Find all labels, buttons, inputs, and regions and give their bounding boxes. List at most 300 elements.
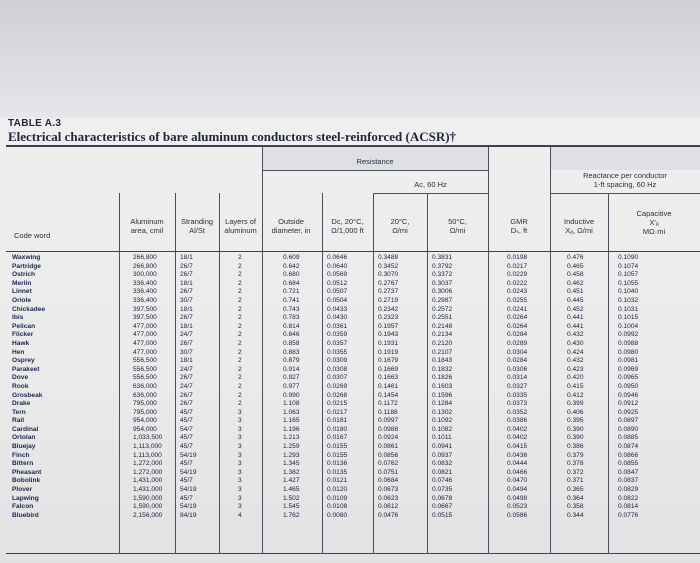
header-stranding-line1: Stranding xyxy=(180,217,214,226)
cell-stranding: 45/7 xyxy=(180,477,193,485)
cell-dc20: 0.0109 xyxy=(327,494,348,502)
cell-capacitive: 0.0837 xyxy=(618,477,639,485)
cell-gmr: 0.0470 xyxy=(507,477,528,485)
col-rule-5 xyxy=(322,193,323,554)
cell-code-word: Hen xyxy=(12,348,25,356)
cell-layers: 3 xyxy=(238,434,242,442)
cell-inductive: 0.406 xyxy=(567,408,584,416)
cell-inductive: 0.451 xyxy=(567,288,584,296)
cell-layers: 3 xyxy=(238,417,242,425)
cell-diameter: 1.165 xyxy=(283,417,300,425)
cell-ac20: 0.1454 xyxy=(378,391,399,399)
cell-inductive: 0.462 xyxy=(567,279,584,287)
cell-dc20: 0.0268 xyxy=(327,391,348,399)
cell-gmr: 0.0264 xyxy=(507,322,528,330)
cell-gmr: 0.0386 xyxy=(507,417,528,425)
cell-diameter: 0.783 xyxy=(283,314,300,322)
cell-capacitive: 0.0946 xyxy=(618,391,639,399)
cell-code-word: Bluejay xyxy=(12,443,36,451)
cell-ac50: 0.3831 xyxy=(432,254,453,261)
cell-code-word: Dove xyxy=(12,374,29,382)
cell-gmr: 0.0436 xyxy=(507,451,528,459)
col-rule-10 xyxy=(608,193,609,554)
cell-gmr: 0.0415 xyxy=(507,443,528,451)
cell-capacitive: 0.0980 xyxy=(618,348,639,356)
cell-ac20: 0.1919 xyxy=(378,348,399,356)
cell-inductive: 0.415 xyxy=(567,382,584,390)
cell-inductive: 0.358 xyxy=(567,503,584,511)
cell-area: 397,500 xyxy=(133,314,157,322)
cell-area: 477,000 xyxy=(133,322,157,330)
cell-inductive: 0.441 xyxy=(567,314,584,322)
cell-capacitive: 0.1040 xyxy=(618,288,639,296)
cell-layers: 3 xyxy=(238,443,242,451)
cell-diameter: 0.927 xyxy=(283,374,300,382)
cell-stranding: 18/1 xyxy=(180,305,193,313)
cell-dc20: 0.0108 xyxy=(327,503,348,511)
cell-area: 397,500 xyxy=(133,305,157,313)
cell-code-word: Bluebird xyxy=(12,511,39,519)
cell-code-word: Ibis xyxy=(12,314,24,322)
reactance-band xyxy=(550,147,700,170)
cell-ac20: 0.0476 xyxy=(378,511,399,519)
cell-capacitive: 0.0969 xyxy=(618,365,639,373)
cell-diameter: 1.108 xyxy=(283,400,300,408)
cell-diameter: 0.609 xyxy=(283,254,300,261)
cell-gmr: 0.0304 xyxy=(507,348,528,356)
cell-stranding: 54/7 xyxy=(180,425,193,433)
cell-dc20: 0.0135 xyxy=(327,468,348,476)
column-code-word xyxy=(12,254,45,520)
column-layers xyxy=(238,254,242,520)
cell-ac50: 0.1302 xyxy=(432,408,453,416)
cell-inductive: 0.390 xyxy=(567,434,584,442)
cell-ac50: 0.1082 xyxy=(432,425,453,433)
cell-layers: 2 xyxy=(238,382,242,390)
cell-area: 1,113,000 xyxy=(133,443,162,451)
column-capacitive xyxy=(618,254,638,520)
col-rule-6 xyxy=(373,193,374,554)
cell-code-word: Rook xyxy=(12,382,29,390)
cell-diameter: 0.977 xyxy=(283,382,300,390)
cell-dc20: 0.0359 xyxy=(327,331,348,339)
cell-dc20: 0.0308 xyxy=(327,365,348,373)
cell-ac50: 0.0667 xyxy=(432,503,453,511)
cell-area: 477,000 xyxy=(133,339,157,347)
reactance-header-line1: Reactance per conductor xyxy=(583,171,667,180)
cell-diameter: 0.741 xyxy=(283,296,300,304)
cell-ac20: 0.0623 xyxy=(378,494,399,502)
header-layers-line2: aluminum xyxy=(224,226,257,235)
ac60-header: Ac, 60 Hz xyxy=(414,180,447,189)
cell-code-word: Plover xyxy=(12,486,33,494)
cell-inductive: 0.379 xyxy=(567,451,584,459)
cell-ac50: 0.0678 xyxy=(432,494,453,502)
cell-code-word: Osprey xyxy=(12,357,35,365)
cell-dc20: 0.0136 xyxy=(327,460,348,468)
cell-inductive: 0.420 xyxy=(567,374,584,382)
cell-inductive: 0.432 xyxy=(567,331,584,339)
cell-gmr: 0.0264 xyxy=(507,314,528,322)
cell-capacitive: 0.0814 xyxy=(618,503,639,511)
cell-ac20: 0.1188 xyxy=(378,408,398,416)
cell-area: 636,000 xyxy=(133,391,157,399)
cell-diameter: 1.063 xyxy=(283,408,300,416)
header-stranding-line2: Al/St xyxy=(189,226,205,235)
cell-stranding: 26/7 xyxy=(180,262,193,270)
cell-gmr: 0.0352 xyxy=(507,408,528,416)
cell-layers: 2 xyxy=(238,322,242,330)
cell-diameter: 0.914 xyxy=(283,365,300,373)
cell-gmr: 0.0222 xyxy=(507,279,528,287)
cell-diameter: 1.259 xyxy=(283,443,300,451)
cell-stranding: 45/7 xyxy=(180,494,193,502)
cell-ac20: 0.2719 xyxy=(378,296,399,304)
cell-layers: 3 xyxy=(238,460,242,468)
cell-ac20: 0.2342 xyxy=(378,305,399,313)
cell-code-word: Ostrich xyxy=(12,271,36,279)
cell-code-word: Pelican xyxy=(12,322,36,330)
cell-area: 556,500 xyxy=(133,374,157,382)
cell-ac20: 0.0924 xyxy=(378,434,399,442)
cell-capacitive: 0.0855 xyxy=(618,460,639,468)
cell-stranding: 26/7 xyxy=(180,374,193,382)
cell-layers: 2 xyxy=(238,374,242,382)
cell-inductive: 0.365 xyxy=(567,486,584,494)
cell-ac20: 0.0673 xyxy=(378,486,399,494)
cell-area: 300,000 xyxy=(133,271,157,279)
cell-diameter: 1.502 xyxy=(283,494,300,502)
cell-layers: 4 xyxy=(238,511,242,519)
cell-gmr: 0.0498 xyxy=(507,494,528,502)
header-inductive-line2: Xₐ, Ω/mi xyxy=(565,226,593,235)
cell-ac20: 0.1172 xyxy=(378,400,398,408)
cell-ac20: 0.0684 xyxy=(378,477,399,485)
cell-ac20: 0.0861 xyxy=(378,443,399,451)
blurred-background xyxy=(0,0,700,118)
cell-layers: 3 xyxy=(238,408,242,416)
cell-ac50: 0.3372 xyxy=(432,271,453,279)
cell-layers: 2 xyxy=(238,314,242,322)
cell-stranding: 18/1 xyxy=(180,357,193,365)
cell-layers: 2 xyxy=(238,271,242,279)
cell-stranding: 26/7 xyxy=(180,391,193,399)
cell-area: 1,272,000 xyxy=(133,460,163,468)
table-bottom-rule xyxy=(6,553,700,554)
header-area-line1: Aluminum xyxy=(130,217,164,226)
cell-capacitive: 0.0950 xyxy=(618,382,639,390)
cell-stranding: 18/1 xyxy=(180,279,193,287)
cell-layers: 2 xyxy=(238,254,242,261)
cell-dc20: 0.0309 xyxy=(327,357,348,365)
cell-inductive: 0.372 xyxy=(567,468,584,476)
header-inductive-line1: Inductive xyxy=(563,217,595,226)
cell-area: 1,033,500 xyxy=(133,434,163,442)
cell-inductive: 0.424 xyxy=(567,348,584,356)
cell-dc20: 0.0361 xyxy=(327,322,348,330)
cell-code-word: Pheasant xyxy=(12,468,42,476)
cell-capacitive: 0.0912 xyxy=(618,400,639,408)
cell-capacitive: 0.0829 xyxy=(618,486,639,494)
cell-gmr: 0.0217 xyxy=(507,262,528,270)
cell-area: 266,800 xyxy=(133,262,157,270)
cell-code-word: Finch xyxy=(12,451,30,459)
cell-stranding: 26/7 xyxy=(180,400,193,408)
cell-stranding: 24/7 xyxy=(180,365,193,373)
cell-layers: 3 xyxy=(238,451,242,459)
cell-stranding: 18/1 xyxy=(180,322,193,330)
cell-ac20: 0.0988 xyxy=(378,425,399,433)
cell-area: 336,400 xyxy=(133,296,157,304)
cell-gmr: 0.0255 xyxy=(507,296,528,304)
cell-ac20: 0.1663 xyxy=(378,374,399,382)
cell-stranding: 54/19 xyxy=(180,503,197,511)
cell-ac20: 0.0997 xyxy=(378,417,399,425)
cell-diameter: 0.879 xyxy=(283,357,300,365)
col-rule-3 xyxy=(219,193,220,554)
header-layers-line1: Layers of xyxy=(225,217,256,226)
resistance-header: Resistance xyxy=(356,157,394,166)
cell-stranding: 84/19 xyxy=(180,511,197,519)
cell-stranding: 45/7 xyxy=(180,434,193,442)
cell-diameter: 0.846 xyxy=(283,331,300,339)
header-capacitive-line2: X′ₐ xyxy=(649,218,659,227)
cell-ac20: 0.0751 xyxy=(378,468,399,476)
cell-ac50: 0.3792 xyxy=(432,262,453,270)
col-rule-8 xyxy=(488,147,489,554)
cell-layers: 3 xyxy=(238,425,242,433)
cell-area: 2,156,000 xyxy=(133,511,163,519)
cell-code-word: Waxwing xyxy=(12,254,41,261)
cell-capacitive: 0.1090 xyxy=(618,254,639,261)
cell-stranding: 45/7 xyxy=(180,443,193,451)
cell-diameter: 0.858 xyxy=(283,339,300,347)
cell-area: 1,431,000 xyxy=(133,486,163,494)
cell-area: 477,000 xyxy=(133,331,157,339)
cell-code-word: Drake xyxy=(12,400,31,408)
cell-area: 795,000 xyxy=(133,408,157,416)
cell-ac20: 0.0762 xyxy=(378,460,399,468)
cell-code-word: Linnet xyxy=(12,288,32,296)
cell-gmr: 0.0243 xyxy=(507,288,528,296)
cell-capacitive: 0.1004 xyxy=(618,322,639,330)
cell-stranding: 30/7 xyxy=(180,296,193,304)
column-dc20 xyxy=(327,254,347,520)
cell-ac50: 0.2134 xyxy=(432,331,453,339)
cell-layers: 2 xyxy=(238,400,242,408)
cell-ac20: 0.3070 xyxy=(378,271,399,279)
cell-capacitive: 0.0847 xyxy=(618,468,639,476)
cell-layers: 2 xyxy=(238,262,242,270)
ac60-rule xyxy=(373,193,488,194)
cell-layers: 3 xyxy=(238,468,242,476)
header-gmr-line2: Dₛ, ft xyxy=(510,226,528,235)
cell-stranding: 26/7 xyxy=(180,288,193,296)
col-rule-1 xyxy=(119,193,120,554)
cell-stranding: 30/7 xyxy=(180,348,193,356)
header-diameter-line2: diameter, in xyxy=(271,226,311,235)
column-ac20 xyxy=(378,254,398,520)
cell-layers: 2 xyxy=(238,339,242,347)
cell-capacitive: 0.1031 xyxy=(618,305,639,313)
cell-capacitive: 0.1057 xyxy=(618,271,639,279)
cell-ac20: 0.0856 xyxy=(378,451,399,459)
cell-ac50: 0.0821 xyxy=(432,468,453,476)
column-diameter xyxy=(283,254,300,520)
header-bottom-rule xyxy=(6,251,700,252)
cell-ac50: 0.0735 xyxy=(432,486,453,494)
col-rule-9 xyxy=(550,147,551,554)
cell-ac50: 0.2987 xyxy=(432,296,453,304)
cell-layers: 2 xyxy=(238,348,242,356)
cell-area: 1,113,000 xyxy=(133,451,162,459)
cell-ac50: 0.1843 xyxy=(432,357,453,365)
cell-diameter: 1.465 xyxy=(283,486,300,494)
cell-capacitive: 0.0897 xyxy=(618,417,639,425)
cell-gmr: 0.0327 xyxy=(507,382,528,390)
cell-dc20: 0.0155 xyxy=(327,451,348,459)
cell-code-word: Bittern xyxy=(12,460,34,468)
column-inductive xyxy=(567,254,584,520)
cell-code-word: Oriole xyxy=(12,296,32,304)
cell-diameter: 1.762 xyxy=(283,511,300,519)
cell-code-word: Ortolan xyxy=(12,434,36,442)
cell-code-word: Bobolink xyxy=(12,477,41,485)
cell-stranding: 54/19 xyxy=(180,486,197,494)
cell-gmr: 0.0284 xyxy=(507,357,528,365)
header-ac20-line2: Ω/mi xyxy=(392,226,408,235)
cell-diameter: 1.345 xyxy=(283,460,300,468)
cell-layers: 3 xyxy=(238,503,242,511)
table-title: Electrical characteristics of bare aluminum conductors steel-reinforced (ACSR)† xyxy=(8,129,457,144)
cell-stranding: 54/19 xyxy=(180,468,197,476)
cell-capacitive: 0.0925 xyxy=(618,408,639,416)
cell-ac50: 0.1832 xyxy=(432,365,453,373)
header-ac50-line2: Ω/mi xyxy=(449,226,466,235)
cell-code-word: Lapwing xyxy=(12,494,39,502)
header-dc-line2: Ω/1,000 ft xyxy=(331,226,364,235)
cell-area: 336,400 xyxy=(133,279,157,287)
header-capacitive-line3: MΩ·mi xyxy=(642,227,666,236)
cell-inductive: 0.452 xyxy=(567,305,584,313)
cell-ac20: 0.3452 xyxy=(378,262,399,270)
cell-stranding: 45/7 xyxy=(180,460,193,468)
cell-layers: 2 xyxy=(238,365,242,373)
cell-diameter: 1.382 xyxy=(283,468,300,476)
cell-dc20: 0.0433 xyxy=(327,305,348,313)
header-dc-line1: Dc, 20°C, xyxy=(331,217,364,226)
cell-ac50: 0.2107 xyxy=(432,348,453,356)
cell-area: 1,272,000 xyxy=(133,468,163,476)
cell-inductive: 0.364 xyxy=(567,494,584,502)
cell-area: 954,000 xyxy=(133,425,157,433)
cell-code-word: Parakeet xyxy=(12,365,40,373)
header-code-word: Code word xyxy=(14,231,51,240)
cell-inductive: 0.386 xyxy=(567,443,584,451)
cell-capacitive: 0.0885 xyxy=(618,434,639,442)
cell-capacitive: 0.0992 xyxy=(618,331,639,339)
cell-ac50: 0.1284 xyxy=(432,400,453,408)
header-diameter-line1: Outside xyxy=(278,217,304,226)
col-rule-7 xyxy=(427,193,428,554)
cell-dc20: 0.0646 xyxy=(327,254,348,261)
cell-code-word: Cardinal xyxy=(12,425,39,433)
cell-dc20: 0.0080 xyxy=(327,511,348,519)
cell-area: 477,000 xyxy=(133,348,157,356)
header-area-line2: area, cmil xyxy=(130,226,164,235)
cell-diameter: 0.642 xyxy=(283,262,300,270)
cell-diameter: 1.293 xyxy=(283,451,300,459)
cell-ac20: 0.2767 xyxy=(378,279,399,287)
cell-diameter: 1.545 xyxy=(283,503,300,511)
cell-dc20: 0.0430 xyxy=(327,314,348,322)
cell-code-word: Merlin xyxy=(12,279,32,287)
cell-dc20: 0.0215 xyxy=(327,400,348,408)
cell-ac50: 0.0937 xyxy=(432,451,453,459)
cell-gmr: 0.0402 xyxy=(507,425,528,433)
cell-capacitive: 0.1074 xyxy=(618,262,639,270)
header-ac50-line1: 50°C, xyxy=(448,217,467,226)
cell-code-word: Partridge xyxy=(12,262,41,270)
cell-layers: 2 xyxy=(238,296,242,304)
cell-inductive: 0.458 xyxy=(567,271,584,279)
cell-dc20: 0.0155 xyxy=(327,443,348,451)
cell-layers: 2 xyxy=(238,391,242,399)
cell-diameter: 0.990 xyxy=(283,391,300,399)
col-rule-4 xyxy=(262,147,263,554)
cell-area: 266,800 xyxy=(133,254,157,261)
cell-gmr: 0.0494 xyxy=(507,486,528,494)
table-caption xyxy=(8,118,698,144)
cell-area: 1,590,000 xyxy=(133,503,163,511)
cell-capacitive: 0.1015 xyxy=(618,314,639,322)
cell-inductive: 0.390 xyxy=(567,425,584,433)
reactance-rule xyxy=(550,193,700,194)
cell-stranding: 18/1 xyxy=(180,254,193,261)
cell-inductive: 0.344 xyxy=(567,511,584,519)
cell-capacitive: 0.0981 xyxy=(618,357,639,365)
cell-dc20: 0.0180 xyxy=(327,425,348,433)
cell-inductive: 0.432 xyxy=(567,357,584,365)
cell-ac50: 0.2148 xyxy=(432,322,453,330)
cell-dc20: 0.0121 xyxy=(327,477,348,485)
cell-layers: 3 xyxy=(238,477,242,485)
cell-ac20: 0.1931 xyxy=(378,339,399,347)
cell-dc20: 0.0307 xyxy=(327,374,348,382)
cell-ac20: 0.1957 xyxy=(378,322,399,330)
cell-dc20: 0.0512 xyxy=(327,279,348,287)
cell-diameter: 0.680 xyxy=(283,271,300,279)
cell-inductive: 0.441 xyxy=(567,322,584,330)
cell-dc20: 0.0504 xyxy=(327,296,348,304)
cell-capacitive: 0.0988 xyxy=(618,339,639,347)
cell-code-word: Rail xyxy=(12,417,25,425)
cell-code-word: Tern xyxy=(12,408,26,416)
cell-ac20: 0.2323 xyxy=(378,314,399,322)
cell-ac20: 0.3488 xyxy=(378,254,399,261)
cell-inductive: 0.378 xyxy=(567,460,584,468)
cell-dc20: 0.0181 xyxy=(327,417,348,425)
cell-inductive: 0.430 xyxy=(567,339,584,347)
cell-ac50: 0.0746 xyxy=(432,477,453,485)
reactance-header-line2: 1-ft spacing, 60 Hz xyxy=(593,180,657,189)
cell-ac50: 0.3006 xyxy=(432,288,453,296)
cell-stranding: 26/7 xyxy=(180,314,193,322)
cell-layers: 2 xyxy=(238,279,242,287)
cell-ac50: 0.2572 xyxy=(432,305,453,313)
cell-gmr: 0.0466 xyxy=(507,468,528,476)
cell-layers: 2 xyxy=(238,288,242,296)
